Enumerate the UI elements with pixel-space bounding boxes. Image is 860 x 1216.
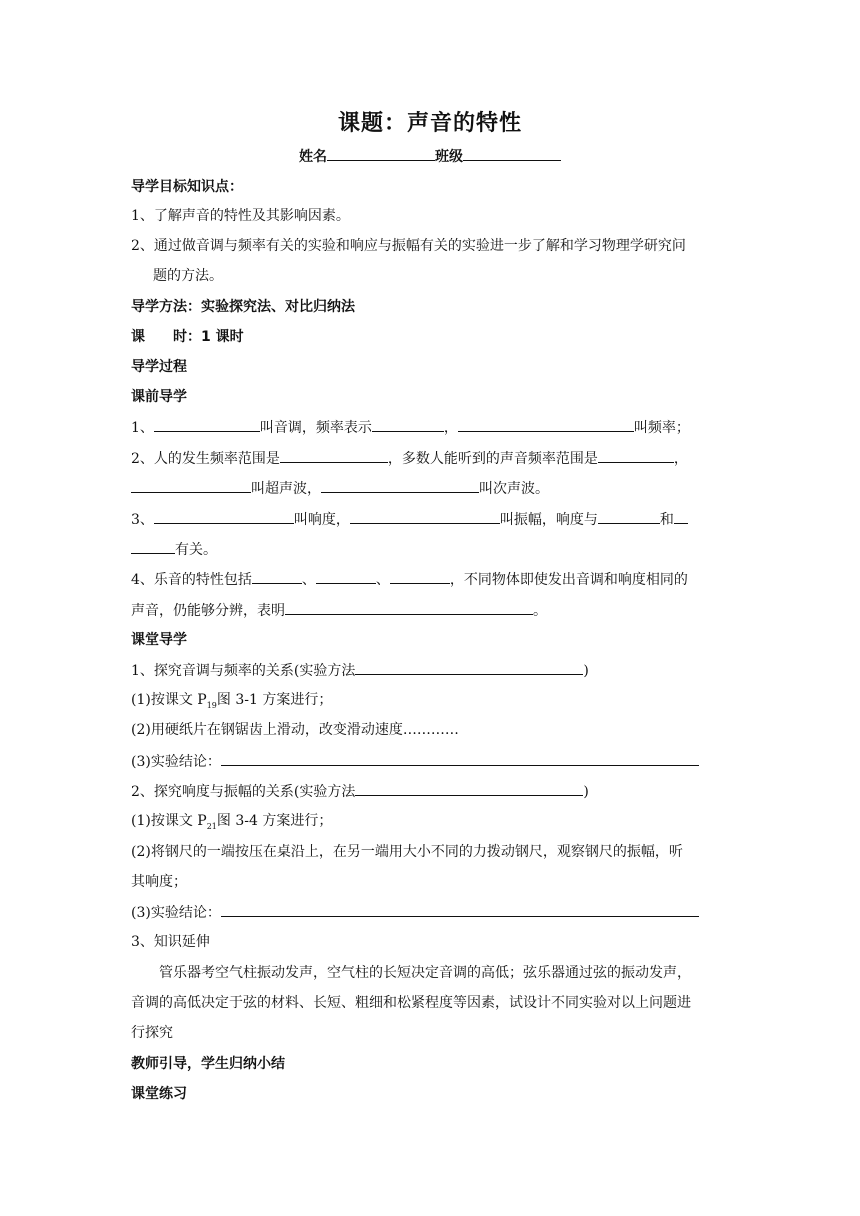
page-subscript: 21 [206, 821, 217, 831]
text: ，不同物体即使发出音调和响度相同的 [449, 572, 688, 588]
text: ， [673, 451, 688, 467]
experiment-2-step-1 [131, 811, 740, 837]
blank[interactable] [316, 569, 376, 584]
text: 、 [375, 572, 390, 588]
text: 叫音调，频率表示 [259, 420, 372, 436]
method-blank[interactable] [355, 660, 583, 675]
blank[interactable] [458, 417, 634, 432]
text: 叫频率； [633, 420, 690, 436]
blank[interactable] [598, 448, 674, 463]
text: 叫次声波。 [479, 481, 549, 497]
blank[interactable] [280, 448, 388, 463]
pre-question-1 [131, 417, 740, 438]
pre-question-2-cont [131, 478, 740, 499]
extension-paragraph-line: 行探究 [131, 1025, 173, 1041]
summary-heading: 教师引导，学生归纳小结 [131, 1056, 285, 1072]
name-blank[interactable] [327, 146, 435, 161]
text: ，多数人能听到的声音频率范围是 [387, 451, 598, 467]
experiment-2-title [131, 781, 740, 802]
text: ) [583, 663, 589, 679]
objective-item: 1、了解声音的特性及其影响因素。 [131, 208, 350, 224]
page-subscript: 19 [206, 700, 217, 710]
experiment-1-step-3 [131, 751, 740, 772]
text: 叫振幅，响度与 [499, 512, 598, 528]
pre-heading: 课前导学 [131, 389, 187, 405]
pre-question-2 [131, 448, 740, 469]
blank[interactable] [131, 478, 251, 493]
experiment-1-step-1 [131, 690, 740, 716]
text: (3)实验结论： [131, 754, 221, 770]
experiment-2-step-2-cont: 其响度； [131, 874, 187, 890]
method-blank[interactable] [355, 781, 583, 796]
text: 有关。 [175, 542, 217, 558]
text: 、 [301, 572, 316, 588]
text: 。 [533, 603, 547, 619]
text: 4、乐音的特性包括 [131, 572, 252, 588]
pre-question-4-cont [131, 600, 740, 621]
blank[interactable] [154, 509, 294, 524]
pre-question-4 [131, 569, 740, 590]
text: (1)按课文 P [131, 813, 207, 829]
extension-paragraph-line: 管乐器考空气柱振动发声，空气柱的长短决定音调的高低；弦乐器通过弦的振动发声， [159, 965, 691, 981]
text: 和 [659, 512, 674, 528]
conclusion-blank[interactable] [221, 751, 699, 766]
text: (1)按课文 P [131, 692, 207, 708]
text: ) [583, 784, 589, 800]
text: 2、人的发生频率范围是 [131, 451, 280, 467]
name-label: 姓名 [299, 149, 327, 165]
blank[interactable] [674, 509, 688, 524]
method-line: 导学方法：实验探究法、对比归纳法 [131, 299, 355, 315]
text: 1、 [131, 420, 154, 436]
objective-item: 2、通过做音调与频率有关的实验和响应与振幅有关的实验进一步了解和学习物理学研究问 [131, 238, 686, 254]
page-title: 课题：声音的特性 [337, 111, 522, 136]
experiment-1-step-2: (2)用硬纸片在钢锯齿上滑动，改变滑动速度………… [131, 722, 459, 738]
class-heading: 课堂导学 [131, 632, 187, 648]
blank[interactable] [598, 509, 660, 524]
pre-question-3 [131, 509, 740, 530]
blank[interactable] [131, 539, 175, 554]
text: 叫超声波， [251, 481, 321, 497]
blank[interactable] [350, 509, 500, 524]
blank[interactable] [252, 569, 302, 584]
text: 图 3-4 方案进行； [216, 813, 333, 829]
text: 3、 [131, 512, 154, 528]
blank[interactable] [285, 600, 533, 615]
blank[interactable] [321, 478, 479, 493]
class-blank[interactable] [463, 146, 561, 161]
experiment-2-step-2: (2)将钢尺的一端按压在桌沿上，在另一端用大小不同的力拨动钢尺，观察钢尺的振幅，听 [131, 844, 683, 860]
text: 图 3-1 方案进行； [216, 692, 333, 708]
pre-question-3-cont [131, 539, 740, 560]
text: 声音，仍能够分辨，表明 [131, 603, 285, 619]
lesson-time-line: 课 时：1 课时 [131, 329, 244, 345]
experiment-1-title [131, 660, 740, 681]
text: (3)实验结论： [131, 905, 221, 921]
name-class-line [0, 146, 860, 166]
class-label: 班级 [435, 149, 463, 165]
blank[interactable] [372, 417, 444, 432]
conclusion-blank[interactable] [221, 902, 699, 917]
extension-paragraph-line: 音调的高低决定于弦的材料、长短、粗细和松紧程度等因素，试设计不同实验对以上问题进 [131, 995, 691, 1011]
blank[interactable] [154, 417, 260, 432]
experiment-2-step-3 [131, 902, 740, 923]
objectives-heading: 导学目标知识点： [131, 179, 243, 195]
extension-title: 3、知识延伸 [131, 934, 210, 950]
process-heading: 导学过程 [131, 359, 187, 375]
objective-item: 题的方法。 [153, 268, 223, 284]
text: 叫响度， [293, 512, 350, 528]
text: 2、探究响度与振幅的关系(实验方法 [131, 784, 356, 800]
text: 1、探究音调与频率的关系(实验方法 [131, 663, 356, 679]
practice-heading: 课堂练习 [131, 1086, 187, 1102]
blank[interactable] [390, 569, 450, 584]
text: ， [443, 420, 458, 436]
